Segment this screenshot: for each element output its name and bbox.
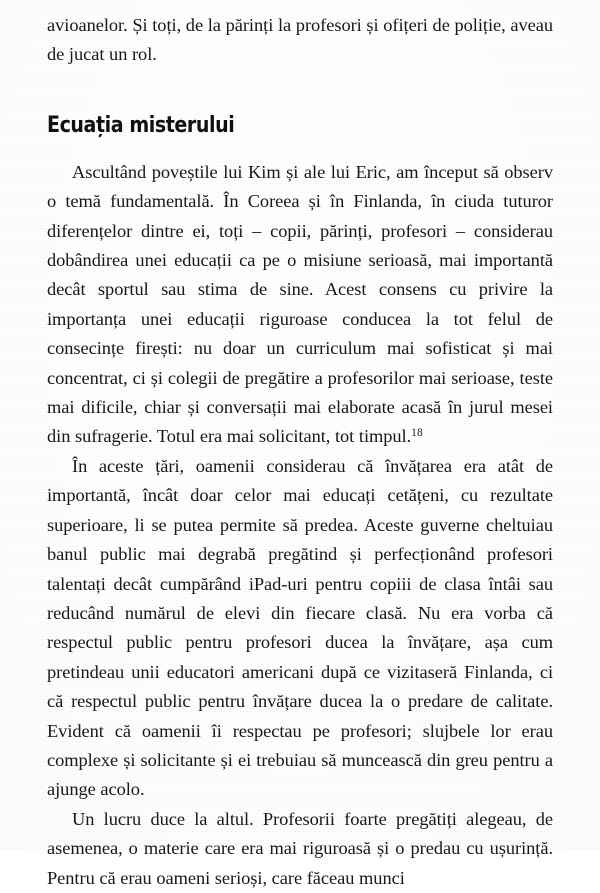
body-paragraph-1 [47, 158, 553, 452]
text-column [47, 0, 553, 893]
section-heading: Ecuația misterului [47, 111, 235, 138]
paragraph-1-text: Ascultând poveștile lui Kim și ale lui Eric, am început să observ o temă fundamentală. În Coreea și în Finlanda, în ciuda tuturor diferențelor dintre ei, toți – copii, părinți, profesori – considerau dobândirea unei educații ca pe o misiune serioasă, mai importantă decât sportul sau stima de sine. Acest consens cu privire la importanța unei educații riguroase conducea la tot felul de consecințe firești: nu doar un curriculum mai sofisticat și mai concentrat, ci și colegii de pregătire a profesorilor mai serioase, teste mai dificile, chiar și conversații mai elaborate acasă în jurul mesei din sufragerie. Totul era mai solicitant, tot timpul. [47, 161, 553, 447]
carryover-paragraph: avioanelor. Și toți, de la părinți la profesori și ofițeri de poliție, aveau de jucat un rol. [47, 15, 553, 65]
body-paragraph-2: În aceste țări, oamenii considerau că învățarea era atât de importantă, încât doar celor mai educați cetățeni, cu rezultate superioare, li se putea permite să predea. Aceste guverne cheltuiau banul public mai degrabă pregătind și perfecționând profesori talentați decât cumpărând iPad-uri pentru copiii de clasa întâi sau reducând numărul de elevi din fiecare clasă. Nu era vorba că respectul public pentru profesori ducea la învățare, așa cum pretindeau unii educatori americani după ce vizitaseră Finlanda, ci că respectul public pentru învățare ducea la o predare de calitate. Evident că oamenii îi respectau pe profesori; slujbele lor erau complexe și solicitante și ei trebuiau să muncească din greu pentru a ajunge acolo. [47, 455, 553, 800]
body-paragraph-3: Un lucru duce la altul. Profesorii foarte pregătiți alegeau, de asemenea, o materie care era mai riguroasă și o predau cu ușurință. Pentru că erau oameni serioși, care făceau munci [47, 808, 553, 888]
footnote-reference-18: 18 [411, 427, 423, 440]
